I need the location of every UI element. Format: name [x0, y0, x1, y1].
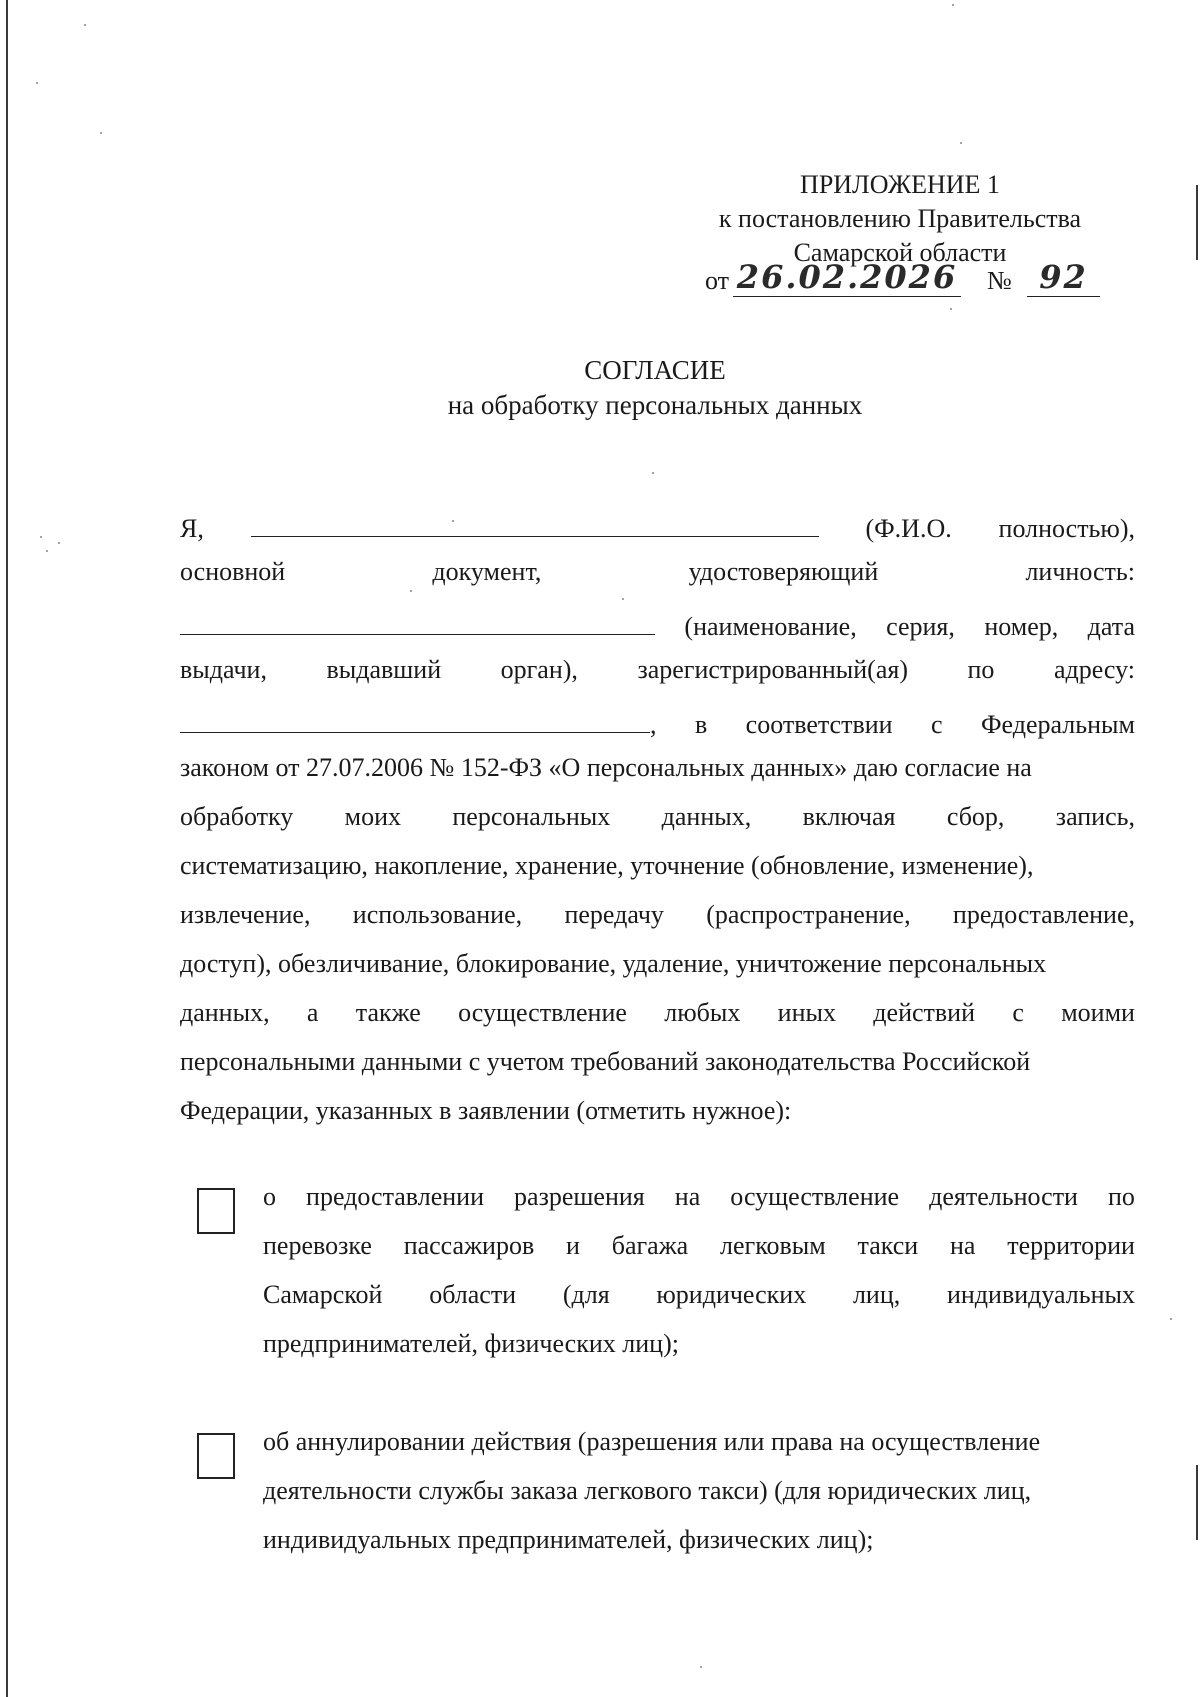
scan-speck [652, 472, 654, 474]
body-line: (наименование, серия, номер, дата [180, 606, 1135, 646]
scan-speck [1170, 1318, 1172, 1320]
resolution-date-row [705, 258, 1100, 302]
number-sign: № [987, 266, 1012, 295]
option-line: предпринимателей, физических лиц); [263, 1329, 679, 1358]
body-line: основной документ, удостоверяющий личность: [180, 557, 1135, 586]
option-line: о предоставлении разрешения на осуществление деятельности по [263, 1182, 1135, 1211]
from-prefix: от [705, 266, 730, 295]
body-line: извлечение, использование, передачу (распространение, предоставление, [180, 900, 1135, 929]
number-underline [1027, 296, 1100, 297]
handwritten-number: 92 [1039, 258, 1088, 296]
handwritten-date: 26.02.2026 [736, 258, 958, 296]
scan-speck [40, 536, 42, 538]
option-line: перевозке пассажиров и багажа легковым такси на территории [263, 1231, 1135, 1260]
option-line: об аннулировании действия (разрешения или права на осуществление [263, 1427, 1041, 1456]
document-title: СОГЛАСИЕ [584, 355, 726, 385]
scan-speck [622, 598, 624, 600]
scan-edge-right [1196, 1465, 1198, 1540]
scan-speck [100, 132, 102, 134]
scan-speck [46, 550, 48, 552]
scan-speck [950, 308, 952, 310]
document-field[interactable] [180, 606, 655, 635]
scan-speck [84, 24, 86, 26]
option-line: Самарской области (для юридических лиц, индивидуальных [263, 1280, 1135, 1309]
address-field[interactable] [180, 704, 650, 733]
body-line: персональными данными с учетом требований законодательства Российской [180, 1047, 1031, 1076]
document-subtitle: на обработку персональных данных [447, 390, 863, 420]
body-line: доступ), обезличивание, блокирование, удаление, уничтожение персональных [180, 949, 1047, 978]
body-line: Я, (Ф.И.О. полностью), [180, 508, 1135, 548]
option-annulment-checkbox[interactable] [197, 1433, 235, 1479]
scan-edge-left [6, 0, 8, 1697]
resolution-label: к постановлению Правительства [718, 204, 1082, 233]
body-line: , в соответствии с Федеральным [180, 704, 1135, 744]
option-line: индивидуальных предпринимателей, физических лиц); [263, 1525, 874, 1554]
body-line: законом от 27.07.2006 № 152-ФЗ «О персональных данных» даю согласие на [180, 753, 1032, 782]
body-line: обработку моих персональных данных, включая сбор, запись, [180, 802, 1135, 831]
region-label: Самарской области [793, 238, 1007, 267]
scan-speck [58, 542, 60, 544]
scan-speck [36, 82, 38, 84]
option-taxi-permit-checkbox[interactable] [197, 1188, 235, 1234]
scan-speck [952, 4, 954, 6]
appendix-label: ПРИЛОЖЕНИЕ 1 [800, 170, 1000, 199]
date-underline [733, 296, 961, 297]
body-line: систематизацию, накопление, хранение, уточнение (обновление, изменение), [180, 851, 1034, 880]
body-line: Федерации, указанных в заявлении (отметить нужное): [180, 1096, 792, 1125]
scan-speck [960, 142, 962, 144]
fio-field[interactable] [251, 508, 819, 537]
option-line: деятельности службы заказа легкового такси) (для юридических лиц, [263, 1476, 1032, 1505]
scan-speck [700, 1666, 702, 1668]
body-line: данных, а также осуществление любых иных действий с моими [180, 998, 1135, 1027]
body-line: выдачи, выдавший орган), зарегистрированный(ая) по адресу: [180, 655, 1135, 684]
